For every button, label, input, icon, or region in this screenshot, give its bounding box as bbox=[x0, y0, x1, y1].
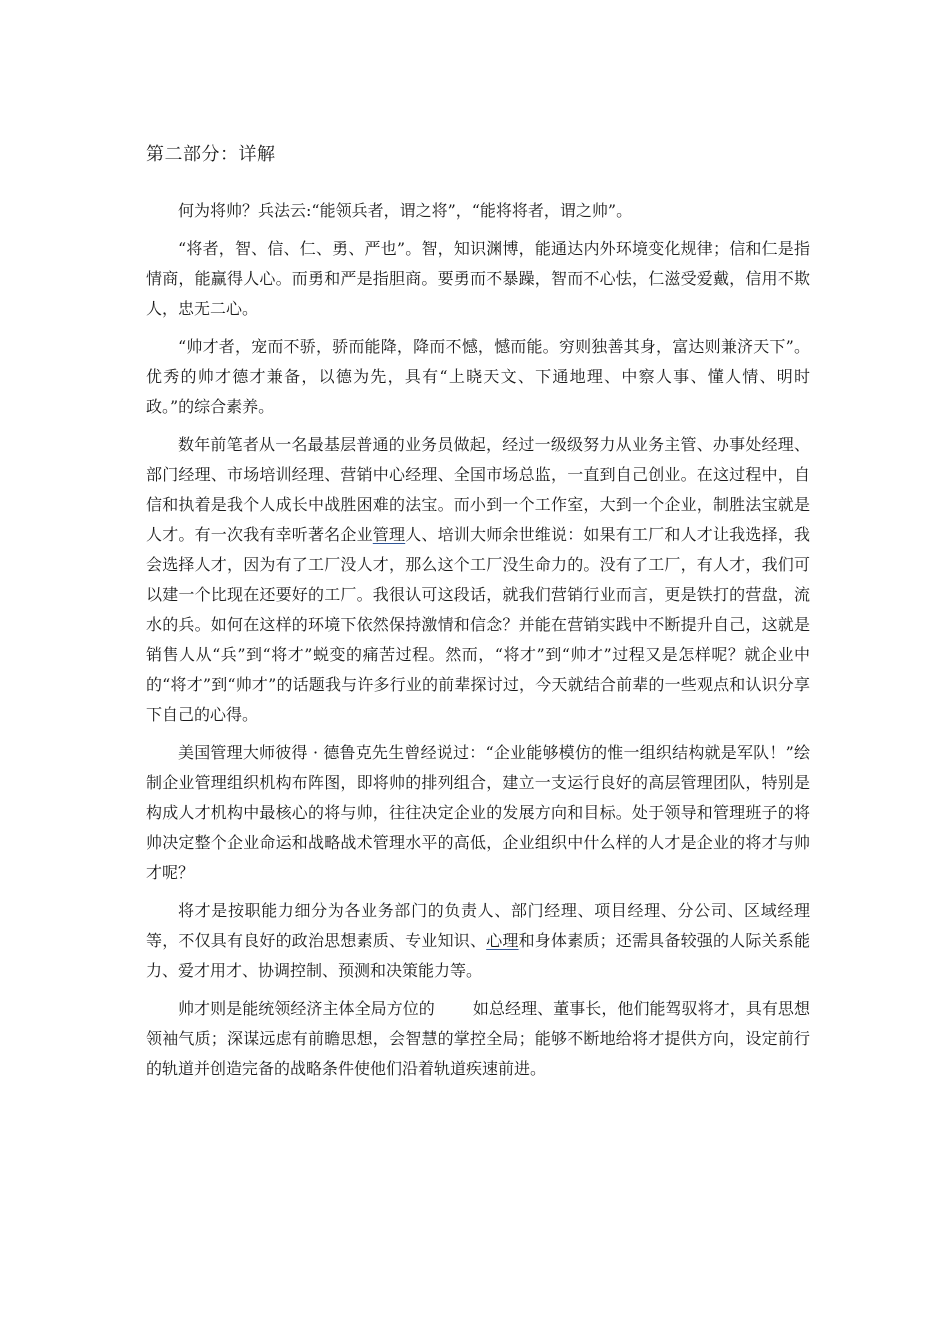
paragraph-2: “将者，智、信、仁、勇、严也”。智，知识渊博，能通达内外环境变化规律；信和仁是指情商，能赢得人心。而勇和严是指胆商。要勇而不暴躁，智而不心怯，仁滋受爱戴，信用不欺人，忠无二心。 bbox=[146, 239, 810, 318]
paragraph-7 bbox=[146, 994, 810, 1084]
paragraph-4-text-a: 数年前笔者从一名最基层普通的业务员做起，经过一级级努力从业务主管、办事处经理、部门经理、市场培训经理、营销中心经理、全国市场总监，一直到自己创业。在这过程中，自信和执着是我个人成长中战胜困难的法宝。而小到一个工作室，大到一个企业，制胜法宝就是人才。有一次我有幸听著名企业 bbox=[146, 435, 810, 544]
paragraph-1: 何为将帅？兵法云:“能领兵者，谓之将”，“能将将者，谓之帅”。 bbox=[178, 201, 633, 220]
paragraph-5: 美国管理大师彼得 · 德鲁克先生曾经说过：“企业能够模仿的惟一组织结构就是军队！”绘制企业管理组织机构布阵图，即将帅的排列组合，建立一支运行良好的高层管理团队，特别是构成人才机构中最核心的将与帅，往往决定企业的发展方向和目标。处于领导和管理班子的将帅决定整个企业命运和战略战术管理水平的高低，企业组织中什么样的人才是企业的将才与帅才呢？ bbox=[146, 743, 810, 882]
paragraph-6 bbox=[146, 896, 810, 986]
document-body bbox=[146, 196, 810, 1092]
section-heading: 第二部分：详解 bbox=[146, 144, 276, 165]
link-management[interactable]: 管理 bbox=[372, 525, 406, 544]
paragraph-7-text-b: 如总经理、董事长，他们能驾驭将才，具有思想领袖气质；深谋远虑有前瞻思想，会智慧的掌控全局；能够不断地给将才提供方向，设定前行的轨道并创造完备的战略条件使他们沿着轨道疾速前进。 bbox=[146, 999, 810, 1078]
paragraph-7-text-a: 帅才则是能统领经济主体全局方位的 bbox=[178, 999, 435, 1018]
paragraph-4-text-b: 人、培训大师余世维说：如果有工厂和人才让我选择，我会选择人才，因为有了工厂没人才，那么这个工厂没生命力的。没有了工厂，有人才，我们可以建一个比现在还要好的工厂。我很认可这段话，就我们营销行业而言，更是铁打的营盘，流水的兵。如何在这样的环境下依然保持激情和信念？并能在营销实践中不断提升自己，这就是销售人从“兵”到“将才”蜕变的痛苦过程。然而，“将才”到“帅才”过程又是怎样呢？就企业中的“将才”到“帅才”的话题我与许多行业的前辈探讨过，今天就结合前辈的一些观点和认识分享下自己的心得。 bbox=[146, 525, 810, 724]
paragraph-6-text-a: 将才是按职能力细分为各业务部门的负责人、部门经理、项目经理、分公司、区域经理等，不仅具有良好的政治思想素质、专业知识、 bbox=[146, 901, 810, 950]
paragraph-4 bbox=[146, 430, 810, 730]
paragraph-3: “帅才者，宠而不骄，骄而能降，降而不憾，憾而能。穷则独善其身，富达则兼济天下”。优秀的帅才德才兼备，以德为先，具有“上晓天文、下通地理、中察人事、懂人情、明时政。”的综合素养。 bbox=[146, 337, 810, 416]
link-psychology[interactable]: 心理 bbox=[486, 931, 519, 950]
paragraph-6-text-b: 和身体素质；还需具备较强的人际关系能力、爱才用才、协调控制、预测和决策能力等。 bbox=[146, 931, 810, 980]
